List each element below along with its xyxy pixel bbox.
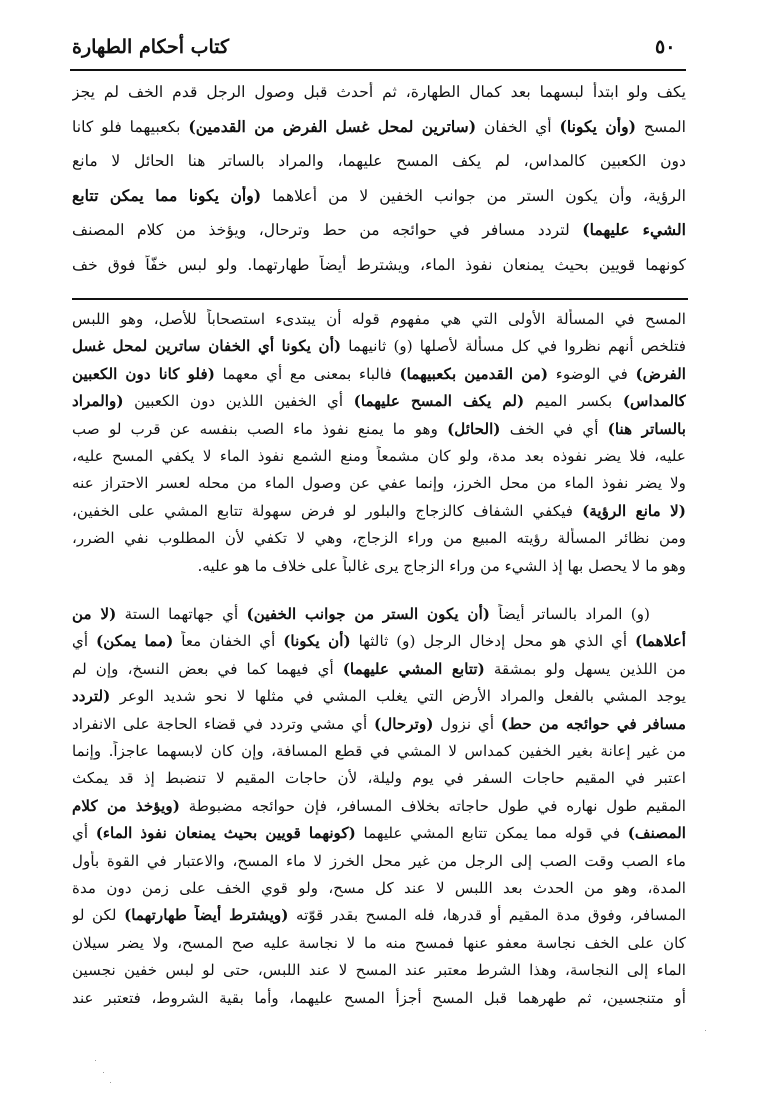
text-segment: المسح [636, 117, 686, 136]
bold-matn-quote: (ويشترط أيضاً طهارتهما) [124, 906, 289, 925]
bold-matn-quote: (وأن يكونا مما يمكن تتابع [72, 185, 262, 205]
bold-matn-quote: (والمراد [72, 392, 124, 411]
scan-speck [103, 1072, 104, 1073]
text-segment: أي مشي وتردد في قضاء الحاجة على الانفراد [72, 714, 375, 733]
text-segment: أي في الخف [500, 419, 608, 438]
bold-matn-quote: المصنف) [627, 824, 686, 843]
text-line [72, 823, 686, 843]
text-segment: أي [72, 824, 96, 843]
text-segment: لكن لو [72, 906, 125, 925]
text-segment: يكف ولو ابتدأ لبسهما بعد كمال الطهارة، ثم أحدث قبل وصول الرجل قدم الخف لم يجز [72, 83, 686, 101]
text-segment: أي الخفان معاً [173, 632, 284, 651]
text-line [72, 151, 686, 171]
text-line [72, 419, 686, 439]
bold-matn-quote: (وأن يكونا) [559, 116, 637, 136]
bold-matn-quote: (الحائل) [447, 419, 501, 438]
text-line [72, 336, 686, 356]
bold-matn-quote: الفرض) [635, 364, 686, 383]
footnote-separator [72, 298, 688, 300]
text-segment: أو متنجسين، ثم طهرهما قبل المسح أجزأ المسح عليهما، وأما بقية الشروط، فتعتبر عند [72, 988, 686, 1007]
scan-speck [110, 1082, 111, 1083]
text-line [72, 659, 686, 679]
text-line [72, 255, 686, 275]
text-segment: فيكفي الشفاف كالزجاج والبلور لو فرض سهولة تتابع المشي على الخفين، [72, 501, 583, 520]
bold-matn-quote: (أن يكونا) [283, 632, 351, 651]
text-segment: من اللذين يسهل ولو بمشقة [484, 659, 686, 678]
text-line [72, 501, 686, 521]
text-line [72, 364, 686, 384]
bold-matn-quote: كالمداس) [622, 392, 686, 411]
text-segment: بكسر الميم [524, 392, 623, 411]
text-line [72, 686, 686, 706]
bold-matn-quote: (من القدمين بكعبيهما) [399, 364, 549, 383]
bold-matn-quote: الشيء عليهما) [582, 220, 686, 239]
bold-matn-quote: (تتابع المشي عليهما) [342, 659, 485, 678]
text-segment: ولا يضر نفوذ الماء من محل الخرز، وإنما عفي عن وصول الماء من محله لعسر الاحتراز عنه [72, 474, 686, 493]
bold-matn-quote: (ساترين لمحل غسل الفرض من القدمين) [188, 116, 477, 136]
text-segment: المسح في المسألة الأولى التي هي مفهوم قوله أن يبتدىء استصحاباً للأصل، وهو اللبس [72, 310, 686, 328]
bold-matn-quote: (لا من [72, 605, 117, 623]
text-segment: الماء إلى النجاسة، وهذا الشرط معتبر عند المسح لا عند اللبس، حتى لو لبس خفين نجسين [72, 961, 686, 980]
text-line [72, 446, 686, 466]
bold-matn-quote: أعلاهما) [635, 632, 686, 651]
bold-matn-quote: (كونهما قويين بحيث يمنعان نفوذ الماء) [95, 824, 356, 843]
bold-matn-quote: (أن يكونا أي الخفان ساترين لمحل غسل [72, 337, 342, 356]
text-line [72, 309, 686, 329]
text-line [72, 960, 686, 980]
text-segment: أي نزول [433, 714, 501, 733]
text-segment: أي جهاتهما الستة [116, 605, 247, 623]
text-segment: فالباء بمعنى مع أي معهما [214, 364, 400, 383]
text-segment: وهو ما يمنع نفوذ ماء الصب بنفسه عن قرب لو صب [72, 419, 448, 438]
scan-speck [705, 1030, 706, 1031]
text-segment: ومن نظائر المسألة رؤيته المبيع من وراء الزجاج، وهي لا تكفي لأن المطلوب نفي الضرر، [72, 529, 686, 548]
bold-matn-quote: (فلو كانا دون الكعبين [72, 364, 215, 383]
text-line [72, 186, 686, 206]
text-segment: عليه، فلا يضر نفوذه بعد مدة، ولو كان مشمعاً ومنع الشمع نفوذ الماء لا يكفي المسح عليه، [72, 447, 686, 465]
text-segment: المدة، وهو من الحدث بعد اللبس لا عند كل مسح، ولو قوي الخف على زمن دون مدة [72, 879, 686, 897]
bold-matn-quote: (أن يكون الستر من جوانب الخفين) [246, 605, 490, 623]
running-header-title: كتاب أحكام الطهارة [72, 36, 230, 58]
text-segment: أي الخفان [476, 117, 560, 136]
text-line [72, 556, 686, 576]
text-segment: (و) المراد بالساتر أيضاً [489, 605, 650, 623]
text-segment: كان على الخف نجاسة معفو عنها فمسح منه ما لا نجاسة عليه صح المسح، ولا يضر سيلان [72, 933, 686, 952]
text-segment: أي [72, 632, 97, 651]
text-line [72, 933, 686, 953]
text-line [72, 391, 686, 411]
text-segment: لتردد مسافر في حوائجه من حط وترحال، ويؤخذ من كلام المصنف [72, 221, 583, 239]
text-segment: اعتبر في المقيم حاجات السفر في يوم وليلة، لأن حاجات المقيم لا تنضبط إذ قد يمكث [72, 769, 686, 788]
text-line [72, 988, 686, 1008]
bold-matn-quote: (لم يكف المسح عليهما) [353, 392, 525, 411]
text-line [72, 851, 686, 871]
header-rule [70, 69, 686, 71]
text-line [72, 631, 686, 651]
text-line [72, 878, 686, 898]
text-segment: الرؤية، وأن يكون الستر من جوانب الخفين لا من أعلاهما [261, 186, 686, 205]
text-line [72, 528, 686, 548]
text-line [72, 220, 686, 240]
text-segment: في قوله مما يمكن تتابع المشي عليهما [355, 824, 628, 843]
text-segment: يوجد المشي بالفعل والمراد الأرض التي يغلب المشي في مثلها لا نحو شديد الوعر [110, 687, 686, 706]
text-segment: من غير إعانة بغير الخفين كمداس لا المشي في قطع المسافة، وإن كان لابسهما عاجزاً. وإنما [72, 742, 686, 760]
text-line [72, 768, 686, 788]
text-line [72, 473, 686, 493]
text-segment: دون الكعبين كالمداس، لم يكف المسح عليهما، والمراد بالساتر هنا الحائل لا مانع [72, 152, 686, 170]
text-segment: كونهما قويين بحيث يمنعان نفوذ الماء، ويشترط أيضاً طهارتهما. ولو لبس خفّاً فوق خف [72, 255, 686, 274]
bold-matn-quote: (لتردد [72, 687, 111, 706]
bold-matn-quote: (لا مانع الرؤية) [582, 501, 686, 520]
text-segment: أي الذي هو محل إدخال الرجل (و) ثالثها [350, 632, 636, 651]
page-number: ٥٠ [655, 36, 676, 58]
text-line [72, 741, 686, 761]
text-segment: فتلخص أنهم نظروا في كل مسألة لأصلها (و) ثانيهما [341, 337, 686, 356]
scan-speck [95, 1060, 96, 1061]
bold-matn-quote: (وترحال) [374, 714, 434, 733]
text-segment: وهو ما لا يحصل بها إذ الشيء من وراء الزجاج يرى غالباً على خلاف ما هو عليه. [197, 556, 686, 575]
bold-matn-quote: (ويؤخذ من كلام [72, 796, 180, 815]
text-segment: بكعبيهما فلو كانا [72, 117, 189, 136]
bold-matn-quote: مسافر في حوائجه من حط) [500, 714, 686, 733]
bold-matn-quote: (مما يمكن) [96, 632, 174, 651]
text-segment: ماء الصب وقت الصب إلى الرجل من غير محل الخرز لا ماء المسح، والاعتبار في القوة بأول [72, 851, 686, 870]
text-segment: أي الخفين اللذين دون الكعبين [123, 392, 354, 411]
text-line [72, 82, 686, 102]
text-line [72, 604, 650, 624]
bold-matn-quote: بالساتر هنا) [607, 419, 686, 438]
text-line [72, 117, 686, 137]
text-line [72, 714, 686, 734]
text-segment: المقيم طول نهاره في طول حاجاته بخلاف المسافر، فإن حوائجه مضبوطة [179, 796, 686, 815]
text-line [72, 796, 686, 816]
text-line [72, 905, 686, 925]
text-segment: أي فيهما كما في بعض النسخ، وإن لم [72, 659, 343, 678]
text-segment: المسافر، وفوق مدة المقيم أو قدرها، فله المسح بقدر قوّته [288, 906, 686, 925]
text-segment: في الوضوء [548, 364, 636, 383]
